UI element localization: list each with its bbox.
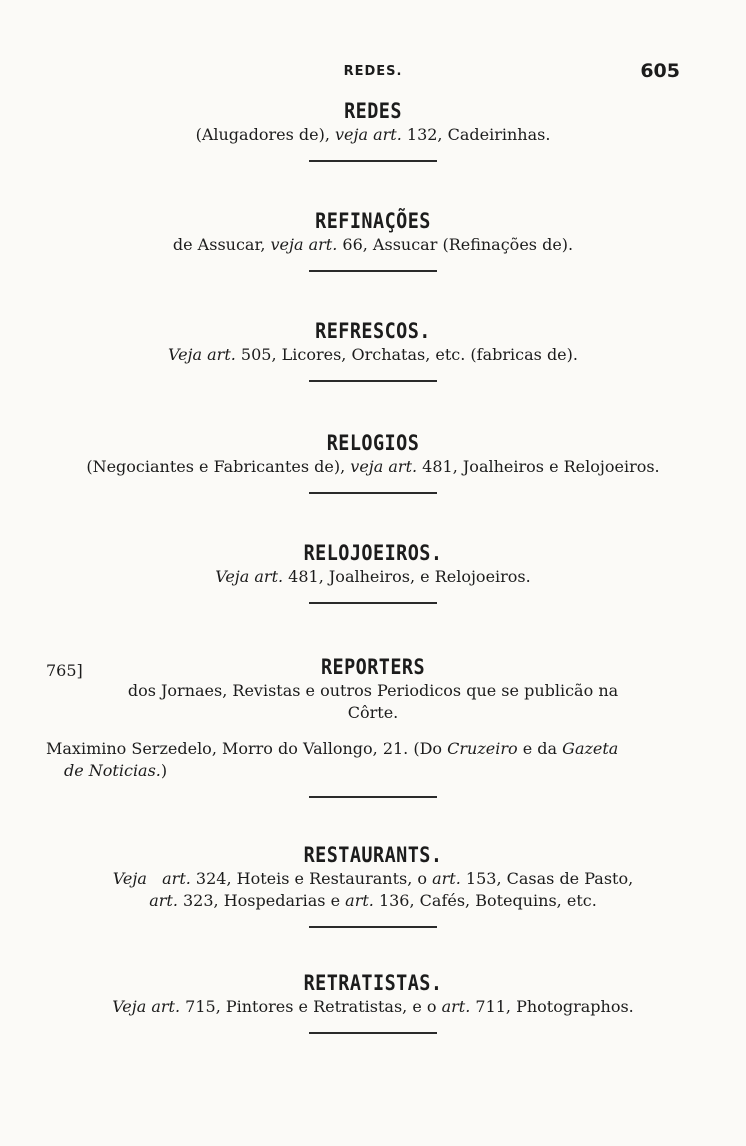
entry-text: Côrte. [347, 703, 399, 722]
cross-reference: veja art. [335, 125, 402, 144]
cross-reference: Veja art. [215, 567, 284, 586]
margin-number: 765] [46, 661, 83, 680]
entry-retratistas [0, 970, 746, 1034]
text-segment: 481, Joalheiros e Relojoeiros. [417, 457, 660, 476]
divider-rule [309, 602, 437, 604]
cross-reference: veja art. [270, 235, 338, 254]
entry-refinacoes [0, 208, 746, 272]
entry-heading: RETRATISTAS. [303, 971, 443, 995]
entry-relojoeiros [0, 540, 746, 604]
entry-text [0, 124, 746, 146]
cross-reference: Veja [112, 869, 147, 888]
cross-reference: art. [432, 869, 461, 888]
text-segment: e da [517, 739, 563, 758]
entry-text [0, 344, 746, 366]
entry-heading: REPORTERS [320, 655, 426, 679]
divider-rule [309, 492, 437, 494]
entry-heading: RELOGIOS [326, 431, 420, 455]
text-segment: 132, Cadeirinhas. [401, 125, 551, 144]
entry-text [0, 566, 746, 588]
entry-heading: REDES [344, 99, 402, 123]
entry-text [0, 890, 746, 912]
text-segment: Maximino Serzedelo, Morro do Vallongo, 21. (Do [46, 739, 448, 758]
divider-rule [309, 1032, 437, 1034]
text-segment: 481, Joalheiros, e Relojoeiros. [283, 567, 531, 586]
entry-heading: REFRESCOS. [315, 319, 431, 343]
text-segment: 715, Pintores e Retratistas, e o [180, 997, 442, 1016]
entry-text: dos Jornaes, Revistas e outros Periodicos que se publicão na [127, 681, 619, 700]
entry-heading: RELOJOEIROS. [303, 541, 443, 565]
entry-reporters [0, 654, 746, 798]
entry-refrescos [0, 318, 746, 382]
entry-heading: RESTAURANTS. [303, 843, 443, 867]
entry-relogios [0, 430, 746, 494]
cross-reference: art. [441, 997, 471, 1016]
text-segment: 711, Photographos. [470, 997, 634, 1016]
divider-rule [309, 380, 437, 382]
text-segment: 505, Licores, Orchatas, etc. (fabricas de). [235, 345, 578, 364]
text-segment: ) [160, 761, 168, 780]
divider-rule [309, 796, 437, 798]
divider-rule [309, 160, 437, 162]
text-segment: 324, Hoteis e Restaurants, o [190, 869, 433, 888]
entry-heading: REFINAÇÕES [315, 209, 431, 233]
text-segment: (Negociantes e Fabricantes de), [86, 457, 351, 476]
running-title: REDES. [343, 64, 403, 79]
page-number: 605 [640, 60, 680, 82]
newspaper-name: Cruzeiro [447, 739, 518, 758]
text-segment: 136, Cafés, Botequins, etc. [373, 891, 597, 910]
entry-restaurants [0, 842, 746, 928]
newspaper-name: de Noticias. [64, 761, 161, 780]
entry-text [0, 234, 746, 256]
entry-text [0, 456, 746, 478]
divider-rule [309, 270, 437, 272]
divider-rule [309, 926, 437, 928]
text-segment: (Alugadores de), [195, 125, 335, 144]
newspaper-name: Gazeta [562, 739, 619, 758]
text-segment: 323, Hospedarias e [177, 891, 346, 910]
cross-reference: art. [149, 891, 178, 910]
text-segment: de Assucar, [172, 235, 271, 254]
cross-reference: art. [162, 869, 191, 888]
entry-redes [0, 98, 746, 162]
text-segment: 66, Assucar (Refinações de). [337, 235, 574, 254]
entry-text [0, 868, 746, 890]
cross-reference: Veja art. [168, 345, 236, 364]
cross-reference: art. [345, 891, 374, 910]
listing-line [0, 738, 746, 760]
listing-line [0, 760, 746, 782]
cross-reference: Veja art. [112, 997, 181, 1016]
cross-reference: veja art. [350, 457, 418, 476]
text-segment: 153, Casas de Pasto, [460, 869, 634, 888]
entry-text [0, 996, 746, 1018]
